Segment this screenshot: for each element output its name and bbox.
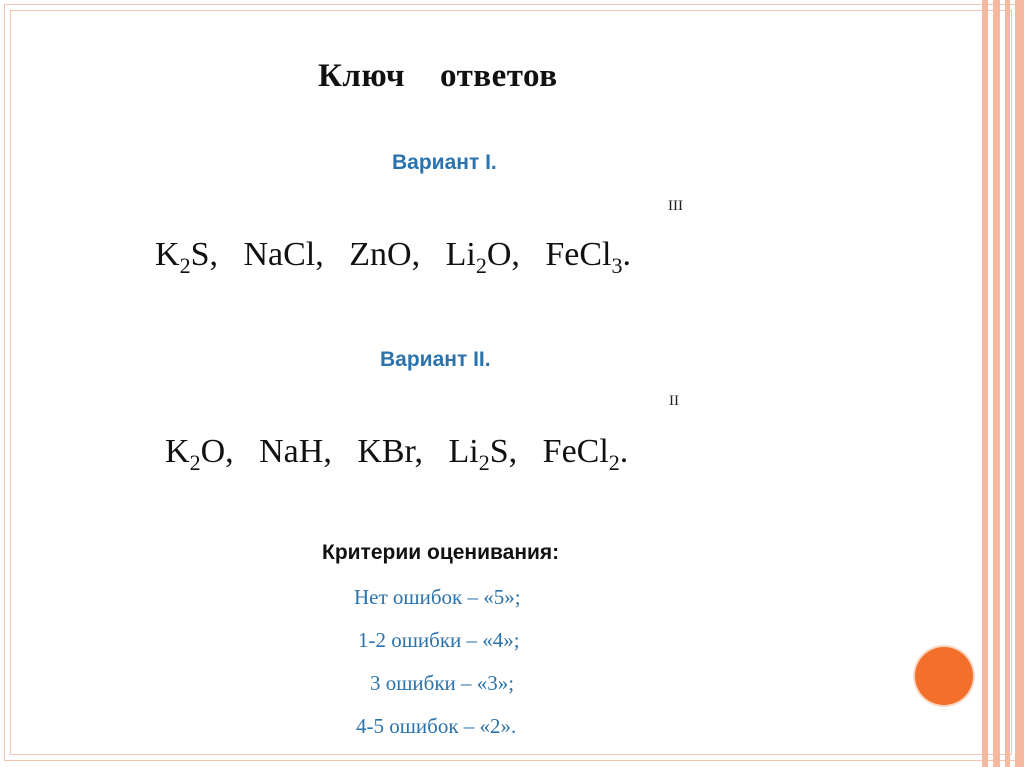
chemical-formula: $K_2S$ — [155, 236, 210, 278]
criteria-item: 4-5 ошибок – «2». — [356, 714, 517, 738]
formula-separator: . — [622, 236, 631, 273]
chemical-formula: $Li_2S$ — [448, 433, 509, 475]
decorative-circle-icon — [915, 647, 973, 705]
formula-separator: , — [315, 236, 350, 273]
chemical-formula: FeCl$_3$ — [545, 236, 623, 278]
stripe — [1005, 0, 1010, 767]
formula-separator: , — [411, 236, 446, 273]
chemical-formula: $Li_2O$ — [445, 236, 512, 278]
variant-2-heading: Вариант II. — [380, 348, 491, 371]
formula-separator: , — [225, 433, 260, 470]
variant-2-formulas — [165, 433, 629, 475]
stripe — [993, 0, 1000, 767]
slide-title: Ключ ответов — [318, 58, 558, 94]
criteria-item: 3 ошибки – «3»; — [370, 671, 515, 695]
formula-separator: . — [619, 433, 629, 470]
variant-1-valence: III — [668, 198, 683, 214]
criteria-heading: Критерии оценивания: — [322, 541, 560, 564]
formula-separator: , — [323, 433, 358, 470]
chemical-formula: NaCl — [243, 236, 316, 273]
chemical-formula: ZnO — [349, 236, 412, 273]
chemical-formula: FeCl$_2$ — [542, 433, 620, 475]
chemical-formula: KBr — [357, 433, 415, 470]
formula-separator: , — [511, 236, 546, 273]
chemical-formula: $K_2O$ — [165, 433, 226, 475]
variant-1-formulas — [155, 236, 631, 278]
criteria-item: 1-2 ошибки – «4»; — [358, 628, 520, 652]
stripe — [1015, 0, 1024, 767]
formula-separator: , — [414, 433, 449, 470]
chemical-formula: NaH — [259, 433, 324, 470]
decorative-stripes — [982, 0, 1024, 767]
variant-1-heading: Вариант I. — [392, 151, 497, 174]
criteria-item: Нет ошибок – «5»; — [354, 585, 521, 609]
formula-separator: , — [508, 433, 543, 470]
formula-separator: , — [209, 236, 244, 273]
variant-2-valence: II — [669, 393, 679, 409]
stripe — [982, 0, 988, 767]
